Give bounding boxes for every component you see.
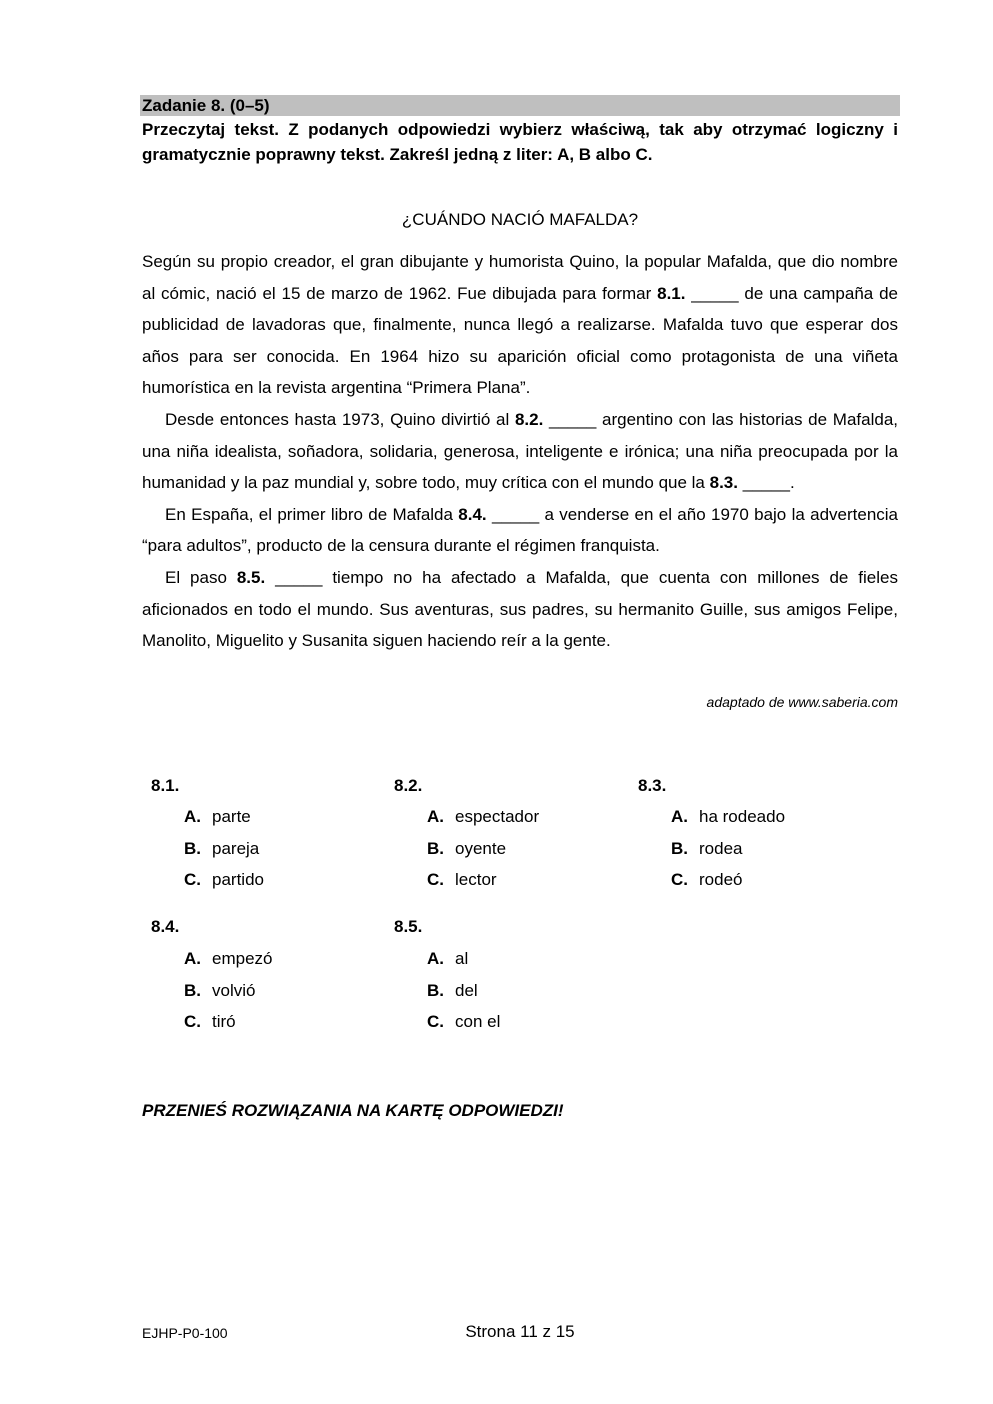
page-number: Strona 11 z 15 — [465, 1322, 575, 1341]
gap-8-2: 8.2. — [514, 409, 544, 429]
question-8-3 — [638, 775, 786, 889]
reading-text — [142, 246, 898, 657]
question-8-2 — [394, 775, 540, 889]
task-instruction: Przeczytaj tekst. Z podanych odpowiedzi wybierz właściwą, tak aby otrzymać logiczny i gramatycznie poprawny tekst. Zakreśl jedną z liter: A, B albo C. — [142, 120, 898, 164]
question-number: 8.2. — [394, 776, 423, 795]
option-c[interactable]: C. rodeó — [671, 870, 743, 889]
text-title: ¿CUÁNDO NACIÓ MAFALDA? — [401, 210, 639, 229]
option-c[interactable]: C. con el — [427, 1012, 501, 1031]
option-a[interactable]: A. parte — [184, 807, 251, 826]
paragraph-1: Según su propio creador, el gran dibujante y humorista Quino, la popular Mafalda, que dio nombre al cómic, nació el 15 de marzo de 1962. Fue dibujada para formar 8.1. _____ de una campaña de publicidad de lavadoras que, finalmente, nunca llegó a realizarse. Mafalda tuvo que esperar dos años para ser conocida. En 1964 hizo su aparición oficial como protagonista de una viñeta humorística en la revista argentina “Primera Plana”. — [142, 252, 898, 398]
option-a[interactable]: A. ha rodeado — [671, 807, 786, 826]
option-b[interactable]: B. pareja — [184, 839, 260, 858]
option-c[interactable]: C. lector — [427, 870, 497, 889]
question-8-4 — [151, 916, 273, 1031]
option-a[interactable]: A. empezó — [184, 949, 273, 968]
option-b[interactable]: B. del — [427, 981, 478, 1000]
source-citation: adaptado de www.saberia.com — [706, 694, 898, 710]
question-8-1 — [151, 775, 264, 889]
task-header: Zadanie 8. (0–5) — [140, 95, 900, 116]
option-b[interactable]: B. volvió — [184, 981, 256, 1000]
paragraph-4: El paso 8.5. _____ tiempo no ha afectado a Mafalda, que cuenta con millones de fieles aficionados en todo el mundo. Sus aventuras, sus padres, su hermanito Guille, sus amigos Felipe, Manolito, Miguelito y Susanita siguen haciendo reír a la gente. — [142, 567, 898, 651]
paragraph-2: Desde entonces hasta 1973, Quino divirtió al 8.2. _____ argentino con las historias de Mafalda, una niña idealista, soñadora, solidaria, generosa, inteligente e irónica; una niña preocupada por la humanidad y la paz mundial y, sobre todo, muy crítica con el mundo que la 8.3. _____. — [142, 409, 898, 493]
option-a[interactable]: A. espectador — [427, 807, 540, 826]
option-b[interactable]: B. oyente — [427, 839, 507, 858]
transfer-answers-note: PRZENIEŚ ROZWIĄZANIA NA KARTĘ ODPOWIEDZI! — [142, 1101, 564, 1120]
option-b[interactable]: B. rodea — [671, 839, 743, 858]
gap-8-1: 8.1. — [657, 283, 686, 303]
gap-8-3: 8.3. — [709, 473, 738, 493]
question-8-5 — [394, 916, 501, 1031]
question-number: 8.3. — [638, 776, 667, 795]
option-a[interactable]: A. al — [427, 949, 469, 968]
gap-8-5: 8.5. — [236, 567, 266, 587]
question-number: 8.1. — [151, 776, 180, 795]
paragraph-3: En España, el primer libro de Mafalda 8.4. _____ a venderse en el año 1970 bajo la advertencia “para adultos”, producto de la censura durante el régimen franquista. — [142, 504, 898, 556]
question-number: 8.5. — [394, 917, 423, 936]
gap-8-4: 8.4. — [458, 504, 487, 524]
option-c[interactable]: C. partido — [184, 870, 264, 889]
question-number: 8.4. — [151, 917, 180, 936]
option-c[interactable]: C. tiró — [184, 1012, 236, 1031]
exam-code: EJHP-P0-100 — [142, 1325, 228, 1341]
